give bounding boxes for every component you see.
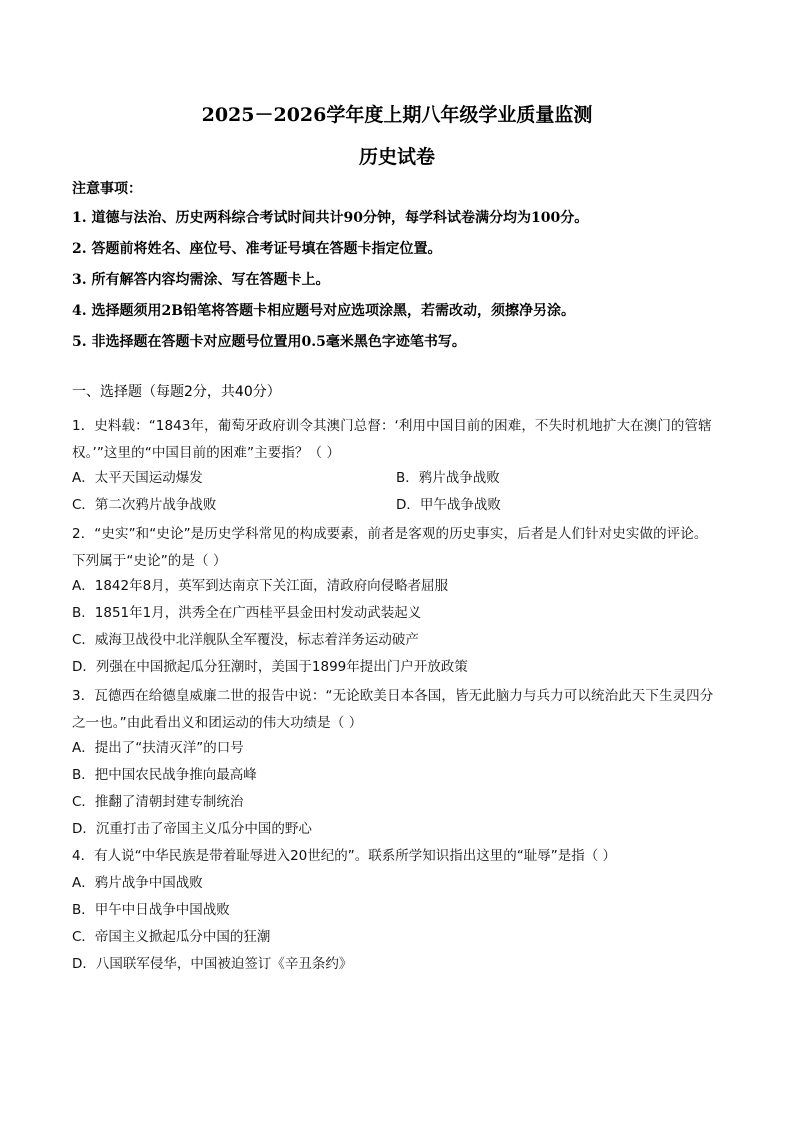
option-a: A．提出了“扶清灭洋”的口号: [72, 740, 244, 756]
notes-heading: 注意事项：: [72, 181, 142, 197]
option-b: B．1851年1月，洪秀全在广西桂平县金田村发动武装起义: [72, 605, 422, 621]
question-2: [72, 521, 718, 683]
question-3: [72, 683, 718, 845]
notes-block: [72, 179, 722, 363]
option-row: [72, 494, 718, 521]
option-a: A．鸦片战争中国战败: [72, 875, 203, 891]
question-1: [72, 413, 718, 521]
question-stem: 3．瓦德西在给德皇威廉二世的报告中说：“无论欧美日本各国，皆无此脑力与兵力可以统治此天下生灵四分之一也。”由此看出义和团运动的伟大功绩是（ ）: [72, 688, 714, 731]
question-stem: 2．“史实”和“史论”是历史学科常见的构成要素，前者是客观的历史事实，后者是人们针对史实做的评论。下列属于“史论”的是（ ）: [72, 526, 708, 569]
option-a: A．太平天国运动爆发: [72, 470, 203, 486]
note-item: 3. 所有解答内容均需涂、写在答题卡上。: [72, 272, 330, 288]
option-d: D．甲午战争战败: [396, 497, 501, 513]
note-item: 1. 道德与法治、历史两科综合考试时间共计90分钟，每学科试卷满分均为100分。: [72, 210, 589, 226]
note-item: 2. 答题前将姓名、座位号、准考证号填在答题卡指定位置。: [72, 241, 442, 257]
section-title: 一、选择题（每题2分，共40分）: [72, 384, 281, 400]
note-item: 4. 选择题须用2B铅笔将答题卡相应题号对应选项涂黑，若需改动，须擦净另涂。: [72, 303, 576, 319]
option-c: C．威海卫战役中北洋舰队全军覆没，标志着洋务运动破产: [72, 632, 419, 648]
question-stem: 1．史料载：“1843年，葡萄牙政府训令其澳门总督：‘利用中国目前的困难，不失时机地扩大在澳门的管辖权。’”这里的“中国目前的困难”主要指？（ ）: [72, 418, 712, 461]
option-row: [72, 467, 718, 494]
option-b: B．鸦片战争战败: [396, 470, 500, 486]
question-stem: 4．有人说“中华民族是带着耻辱进入20世纪的”。联系所学知识指出这里的“耻辱”是指（ ）: [72, 848, 617, 864]
option-d: D．八国联军侵华，中国被迫签订《辛丑条约》: [72, 956, 353, 972]
option-c: C．帝国主义掀起瓜分中国的狂潮: [72, 929, 271, 945]
option-c: C．推翻了清朝封建专制统治: [72, 794, 244, 810]
option-b: B．把中国农民战争推向最高峰: [72, 767, 257, 783]
questions: [72, 413, 718, 980]
exam-title: 2025－2026学年度上期八年级学业质量监测: [201, 104, 593, 126]
exam-subtitle: 历史试卷: [358, 146, 435, 168]
option-c: C．第二次鸦片战争战败: [72, 497, 217, 513]
option-a: A．1842年8月，英军到达南京下关江面，清政府向侵略者屈服: [72, 578, 449, 594]
option-d: D．列强在中国掀起瓜分狂潮时，美国于1899年提出门户开放政策: [72, 659, 468, 675]
option-b: B．甲午中日战争中国战败: [72, 902, 230, 918]
note-item: 5. 非选择题在答题卡对应题号位置用0.5毫米黑色字迹笔书写。: [72, 334, 466, 350]
option-d: D．沉重打击了帝国主义瓜分中国的野心: [72, 821, 312, 837]
question-4: [72, 845, 718, 980]
